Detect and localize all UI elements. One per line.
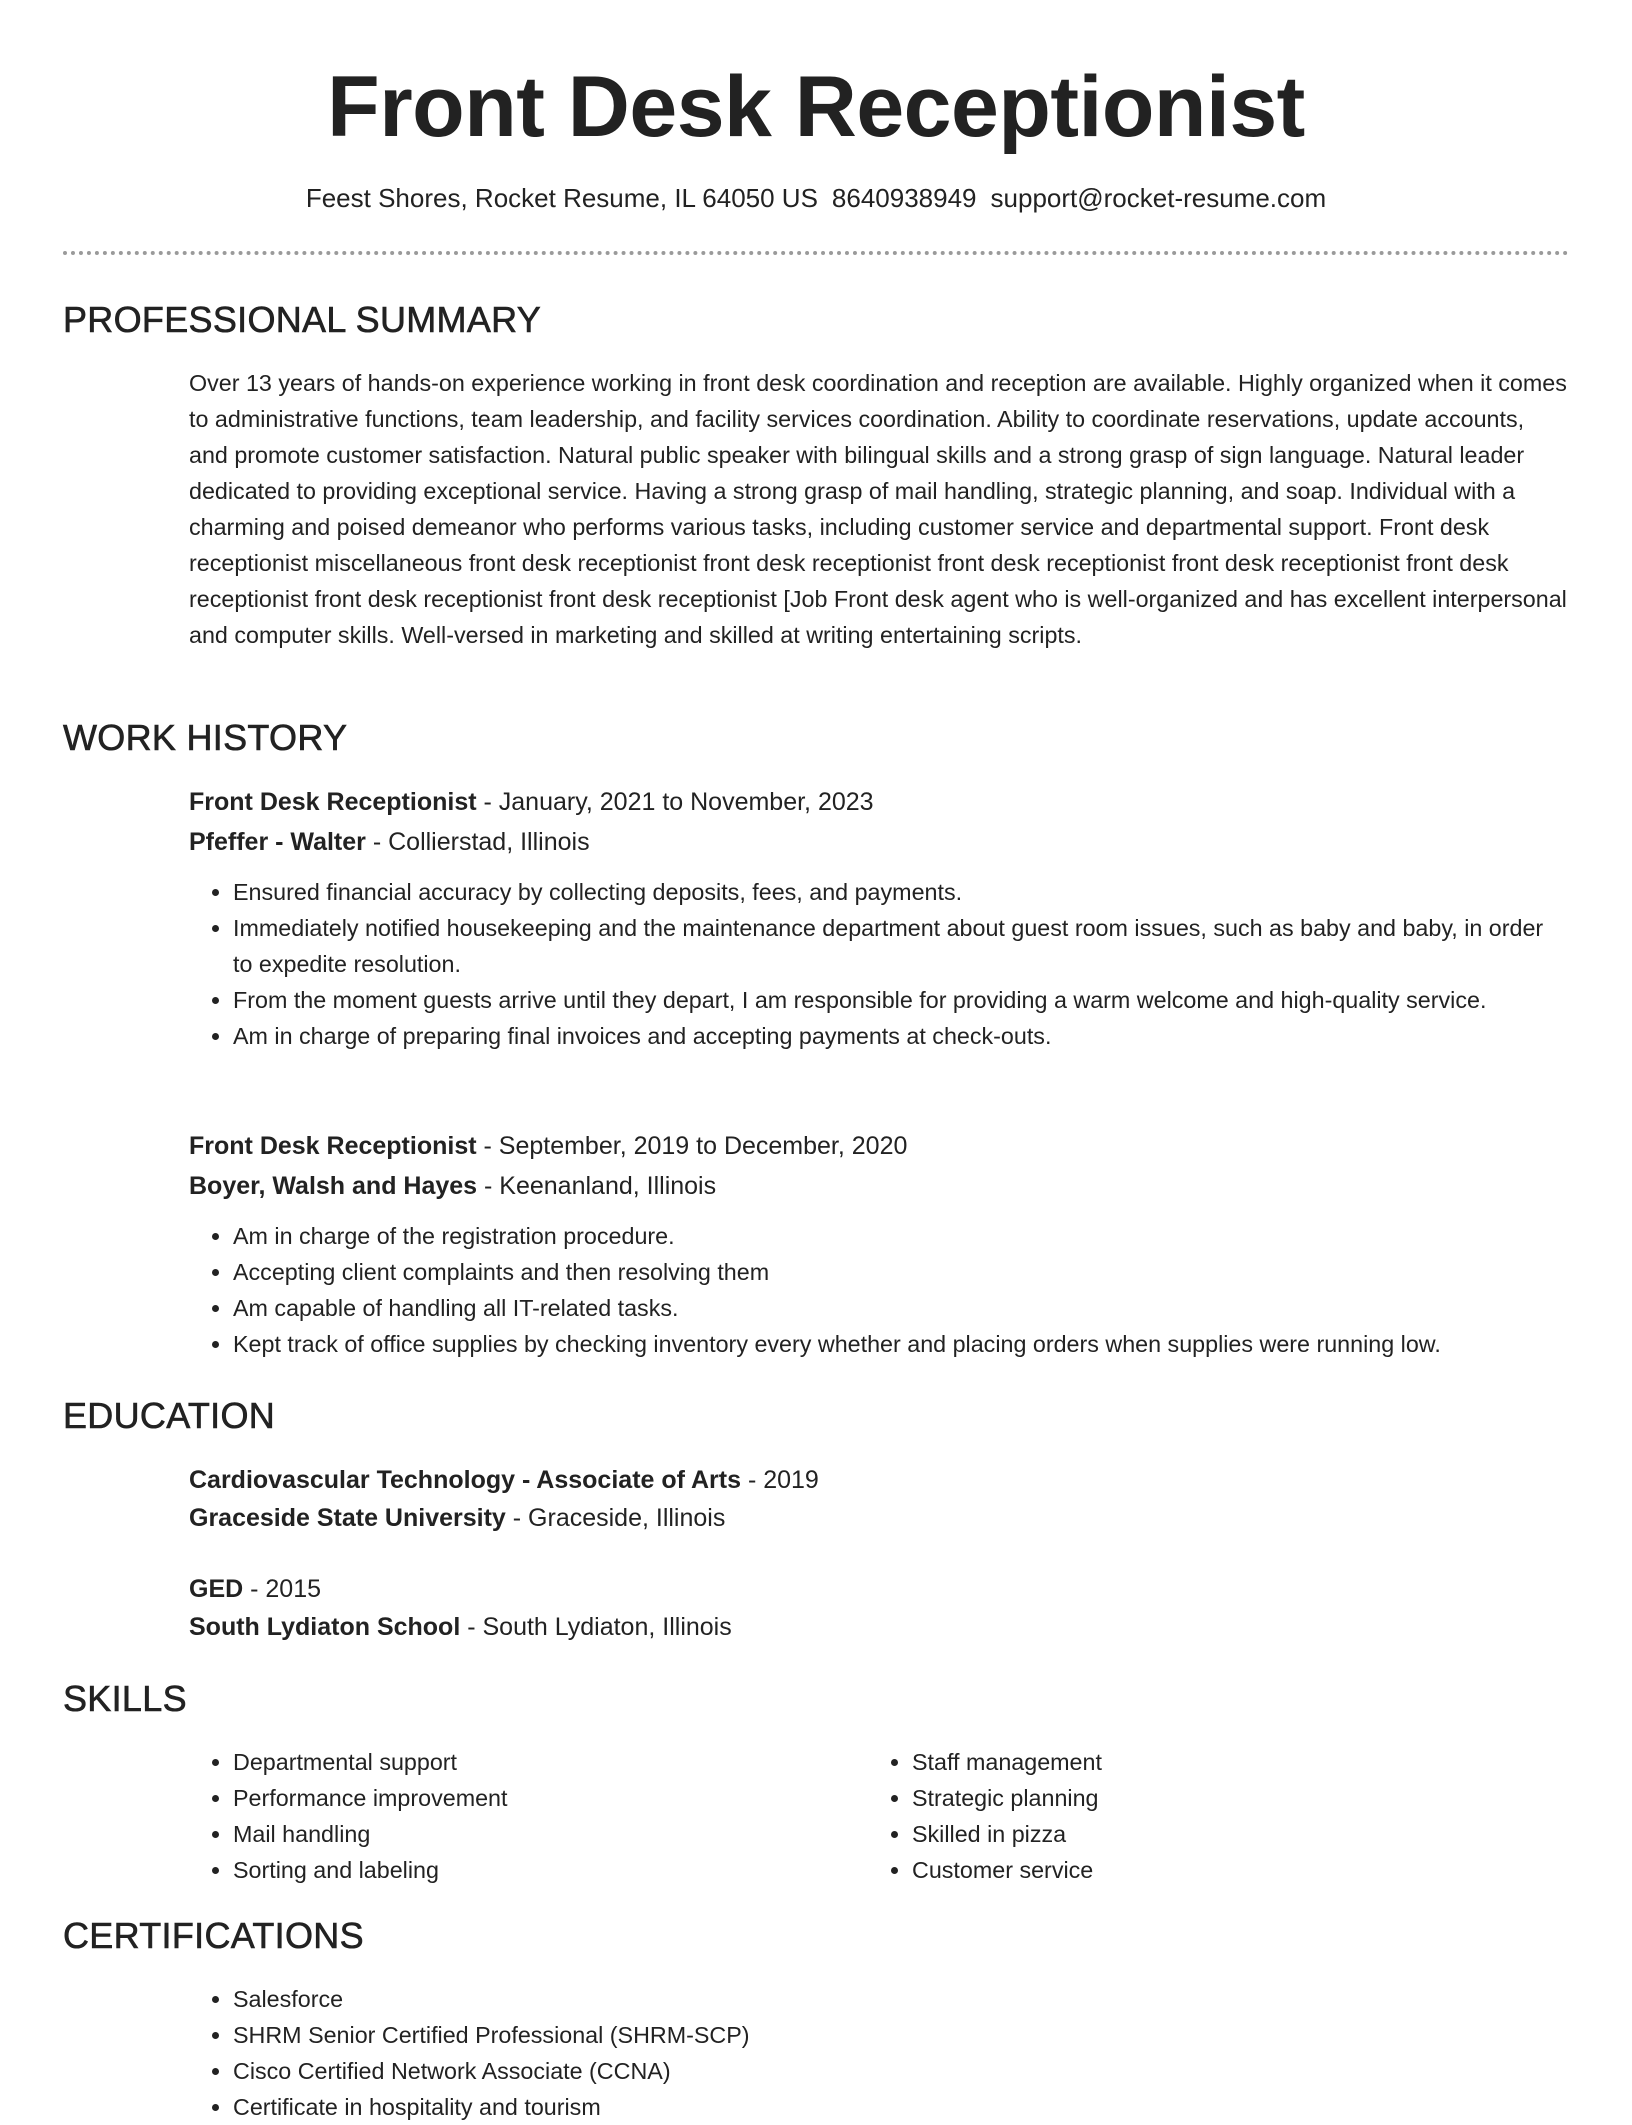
- job-bullet: • Am capable of handling all IT-related tasks.: [233, 1290, 1569, 1326]
- job-bullet-list: [189, 874, 1569, 1054]
- job-bullet: • Am in charge of the registration procedure.: [233, 1218, 1569, 1254]
- education-year: - 2019: [741, 1466, 819, 1494]
- job-dates: - September, 2019 to December, 2020: [476, 1132, 908, 1160]
- job-location: - Keenanland, Illinois: [477, 1172, 717, 1200]
- education-school-line: [189, 1499, 1569, 1537]
- resume-title: Front Desk Receptionist: [327, 59, 1305, 155]
- skills-column-right: [868, 1744, 1488, 1888]
- job-dates: - January, 2021 to November, 2023: [476, 788, 874, 816]
- certifications-block: [189, 1981, 1569, 2125]
- education-location: - Graceside, Illinois: [505, 1504, 726, 1532]
- skill-item: • Performance improvement: [233, 1780, 809, 1816]
- job-bullet-list: [189, 1218, 1569, 1362]
- certifications-list: [189, 1981, 1569, 2125]
- skill-item: • Customer service: [912, 1852, 1488, 1888]
- job-entry: [189, 782, 1569, 1054]
- job-company: Pfeffer - Walter: [189, 828, 366, 856]
- job-bullet: • Am in charge of preparing final invoices and accepting payments at check-outs.: [233, 1018, 1569, 1054]
- section-heading-skills: SKILLS: [63, 1678, 187, 1719]
- job-bullet: • Kept track of office supplies by checking inventory every whether and placing orders when supplies were running low.: [233, 1326, 1569, 1362]
- job-company: Boyer, Walsh and Hayes: [189, 1172, 478, 1200]
- contact-address: Feest Shores, Rocket Resume, IL 64050 US: [305, 183, 818, 213]
- job-title-line: [189, 782, 1569, 822]
- job-company-line: [189, 1166, 1569, 1206]
- education-entry: [189, 1461, 1569, 1537]
- certification-item: • Certificate in hospitality and tourism: [233, 2089, 1569, 2125]
- skills-column-left: [189, 1744, 809, 1888]
- job-title: Front Desk Receptionist: [189, 1132, 477, 1160]
- education-degree-line: [189, 1461, 1569, 1499]
- education-school: South Lydiaton School: [189, 1613, 461, 1641]
- skill-item: • Mail handling: [233, 1816, 809, 1852]
- contact-email: support@rocket-resume.com: [990, 183, 1327, 213]
- job-bullet: • Immediately notified housekeeping and the maintenance department about guest room issues, such as baby and baby, in order to expedite resolution.: [233, 910, 1569, 982]
- contact-line: [0, 180, 1632, 216]
- education-degree-line: [189, 1570, 1569, 1608]
- section-heading-education: EDUCATION: [63, 1395, 276, 1436]
- skills-list: [868, 1744, 1488, 1888]
- job-location: - Collierstad, Illinois: [365, 828, 590, 856]
- skills-list: [189, 1744, 809, 1888]
- job-bullet: • From the moment guests arrive until they depart, I am responsible for providing a warm welcome and high-quality service.: [233, 982, 1569, 1018]
- education-school: Graceside State University: [189, 1504, 506, 1532]
- summary-paragraph: Over 13 years of hands-on experience working in front desk coordination and reception are available. Highly organized when it comes to administrative functions, team leadership, and facility services coordination. Ability to coordinate reservations, update accounts, and promote customer satisfaction. Natural public speaker with bilingual skills and a strong grasp of sign language. Natural leader dedicated to providing exceptional service. Having a strong grasp of mail handling, strategic planning, and soap. Individual with a charming and poised demeanor who performs various tasks, including customer service and departmental support. Front desk receptionist miscellaneous front desk receptionist front desk receptionist front desk receptionist front desk receptionist front desk receptionist front desk receptionist front desk receptionist [Job Front desk agent who is well-organized and has excellent interpersonal and computer skills. Well-versed in marketing and skilled at writing entertaining scripts.: [189, 370, 1567, 648]
- education-school-line: [189, 1608, 1569, 1646]
- education-year: - 2015: [243, 1575, 322, 1603]
- education-entry: [189, 1570, 1569, 1646]
- section-heading-summary: PROFESSIONAL SUMMARY: [63, 299, 542, 340]
- contact-phone: 8640938949: [831, 183, 977, 213]
- education-location: - South Lydiaton, Illinois: [460, 1613, 732, 1641]
- skill-item: • Departmental support: [233, 1744, 809, 1780]
- skill-item: • Sorting and labeling: [233, 1852, 809, 1888]
- certification-item: • Cisco Certified Network Associate (CCNA): [233, 2053, 1569, 2089]
- job-title-line: [189, 1126, 1569, 1166]
- education-degree: GED: [189, 1575, 244, 1603]
- certification-item: • SHRM Senior Certified Professional (SHRM-SCP): [233, 2017, 1569, 2053]
- skill-item: • Strategic planning: [912, 1780, 1488, 1816]
- section-heading-work-history: WORK HISTORY: [63, 717, 348, 758]
- skill-item: • Skilled in pizza: [912, 1816, 1488, 1852]
- job-bullet: • Accepting client complaints and then resolving them: [233, 1254, 1569, 1290]
- job-title: Front Desk Receptionist: [189, 788, 477, 816]
- job-bullet: • Ensured financial accuracy by collecting deposits, fees, and payments.: [233, 874, 1569, 910]
- certification-item: • Salesforce: [233, 1981, 1569, 2017]
- education-degree: Cardiovascular Technology - Associate of Arts: [189, 1466, 741, 1494]
- job-entry: [189, 1126, 1569, 1362]
- skill-item: • Staff management: [912, 1744, 1488, 1780]
- section-heading-certifications: CERTIFICATIONS: [63, 1915, 364, 1956]
- header-divider: [63, 251, 1569, 255]
- job-company-line: [189, 822, 1569, 862]
